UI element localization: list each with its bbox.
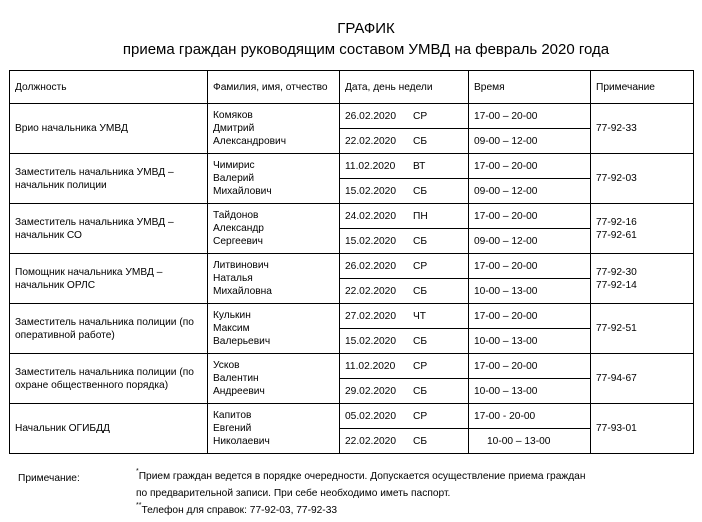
weekday-value: ПН [413,210,428,222]
time-cell: 17-00 – 20-00 [469,154,591,179]
weekday-value: СР [413,260,428,272]
time-cell: 17-00 – 20-00 [469,304,591,329]
name-line: Евгений [213,423,252,434]
phone-number: 77-92-14 [596,279,637,291]
table-row [10,204,694,229]
date-value: 26.02.2020 [345,110,396,122]
footnote-label: Примечание: [18,473,80,484]
time-cell: 10-00 – 13-00 [469,379,591,404]
time-cell: 09-00 – 12-00 [469,179,591,204]
table-row [10,404,694,429]
date-cell [340,329,469,354]
weekday-value: СР [413,360,428,372]
schedule-table [9,70,694,454]
time-cell: 17-00 – 20-00 [469,204,591,229]
name-line: Капитов [213,410,252,421]
phone-number: 77-93-01 [596,423,637,434]
name-cell [208,254,340,304]
date-value: 11.02.2020 [345,160,396,172]
date-cell [340,354,469,379]
header-time: Время [469,71,591,104]
date-value: 15.02.2020 [345,335,396,347]
date-value: 11.02.2020 [345,360,396,372]
date-cell [340,279,469,304]
name-line: Дмитрий [213,123,255,134]
name-line: Валерий [213,173,255,184]
phone-cell [591,154,694,204]
time-cell: 10-00 – 13-00 [469,429,591,454]
time-cell: 17-00 – 20-00 [469,254,591,279]
weekday-value: СБ [413,185,428,197]
time-cell: 09-00 – 12-00 [469,129,591,154]
name-cell [208,154,340,204]
name-cell [208,104,340,154]
phone-cell [591,304,694,354]
date-value: 22.02.2020 [345,135,396,147]
date-value: 22.02.2020 [345,285,396,297]
date-value: 24.02.2020 [345,210,396,222]
header-note: Примечание [591,71,694,104]
weekday-value: СБ [413,285,428,297]
date-cell [340,254,469,279]
date-cell [340,129,469,154]
phone-number: 77-92-61 [596,229,637,241]
name-cell [208,354,340,404]
time-cell: 09-00 – 12-00 [469,229,591,254]
weekday-value: СР [413,410,428,422]
name-line: Комяков [213,110,253,121]
date-value: 15.02.2020 [345,185,396,197]
date-cell [340,154,469,179]
name-cell [208,304,340,354]
name-line: Кулькин [213,310,251,321]
document-subtitle: приема граждан руководящим составом УМВД на февраль 2020 года [122,41,610,58]
position-cell: Помощник начальника УМВД – начальник ОРЛС [10,254,208,304]
weekday-value: СБ [413,335,428,347]
name-cell [208,204,340,254]
weekday-value: ЧТ [413,310,427,322]
table-row [10,154,694,179]
phone-cell [591,104,694,154]
weekday-value: ВТ [413,160,426,172]
header-position: Должность [10,71,208,104]
date-cell [340,304,469,329]
document-title: ГРАФИК [337,20,395,37]
date-cell [340,229,469,254]
date-value: 27.02.2020 [345,310,396,322]
name-line: Максим [213,323,250,334]
name-line: Михайлович [213,186,272,197]
weekday-value: СР [413,110,428,122]
name-line: Наталья [213,273,253,284]
name-line: Сергеевич [213,236,263,247]
table-row [10,354,694,379]
weekday-value: СБ [413,235,428,247]
header-name: Фамилия, имя, отчество [208,71,340,104]
phone-number: 77-92-51 [596,323,637,334]
time-cell: 10-00 – 13-00 [469,279,591,304]
name-line: Чимирис [213,160,255,171]
footnote-mark-1: * [136,468,139,475]
name-line: Валентин [213,373,259,384]
table-header-row [10,71,694,104]
table-row [10,104,694,129]
time-cell: 17-00 – 20-00 [469,104,591,129]
footnote-line-3: Телефон для справок: 77-92-03, 77-92-33 [141,505,338,516]
name-line: Литвинович [213,260,269,271]
name-line: Николаевич [213,436,270,447]
phone-cell [591,254,694,304]
phone-cell [591,404,694,454]
table-row [10,254,694,279]
phone-cell [591,354,694,404]
time-cell: 10-00 – 13-00 [469,329,591,354]
date-value: 26.02.2020 [345,260,396,272]
position-cell: Заместитель начальника УМВД – начальник полиции [10,154,208,204]
table-row [10,304,694,329]
name-line: Михайловна [213,286,272,297]
header-date: Дата, день недели [340,71,469,104]
date-cell [340,404,469,429]
date-cell [340,179,469,204]
weekday-value: СБ [413,135,428,147]
phone-number: 77-94-67 [596,373,637,384]
position-cell: Врио начальника УМВД [10,104,208,154]
weekday-value: СБ [413,435,428,447]
position-cell: Заместитель начальника полиции (по оперативной работе) [10,304,208,354]
footnote-mark-2: ** [136,502,142,509]
footnote-line-2: по предварительной записи. При себе необходимо иметь паспорт. [136,488,451,499]
name-line: Александр [213,223,264,234]
name-line: Андреевич [213,386,265,397]
date-value: 22.02.2020 [345,435,396,447]
phone-number: 77-92-30 [596,266,637,278]
date-cell [340,104,469,129]
date-cell [340,379,469,404]
position-cell: Заместитель начальника полиции (по охране общественного порядка) [10,354,208,404]
phone-number: 77-92-03 [596,173,637,184]
date-cell [340,429,469,454]
phone-number: 77-92-33 [596,123,637,134]
name-line: Валерьевич [213,336,271,347]
weekday-value: СБ [413,385,428,397]
position-cell: Начальник ОГИБДД [10,404,208,454]
name-line: Тайдонов [213,210,259,221]
date-value: 29.02.2020 [345,385,396,397]
date-value: 15.02.2020 [345,235,396,247]
date-value: 05.02.2020 [345,410,396,422]
footnote-line-1: Прием граждан ведется в порядке очередности. Допускается осуществление приема граждан [138,471,586,482]
position-cell: Заместитель начальника УМВД – начальник СО [10,204,208,254]
footnote-text [136,468,702,519]
time-cell: 17-00 – 20-00 [469,354,591,379]
name-line: Усков [213,360,240,371]
name-line: Александрович [213,136,287,147]
time-cell: 17-00 - 20-00 [469,404,591,429]
date-cell [340,204,469,229]
phone-number: 77-92-16 [596,216,637,228]
phone-cell [591,204,694,254]
name-cell [208,404,340,454]
